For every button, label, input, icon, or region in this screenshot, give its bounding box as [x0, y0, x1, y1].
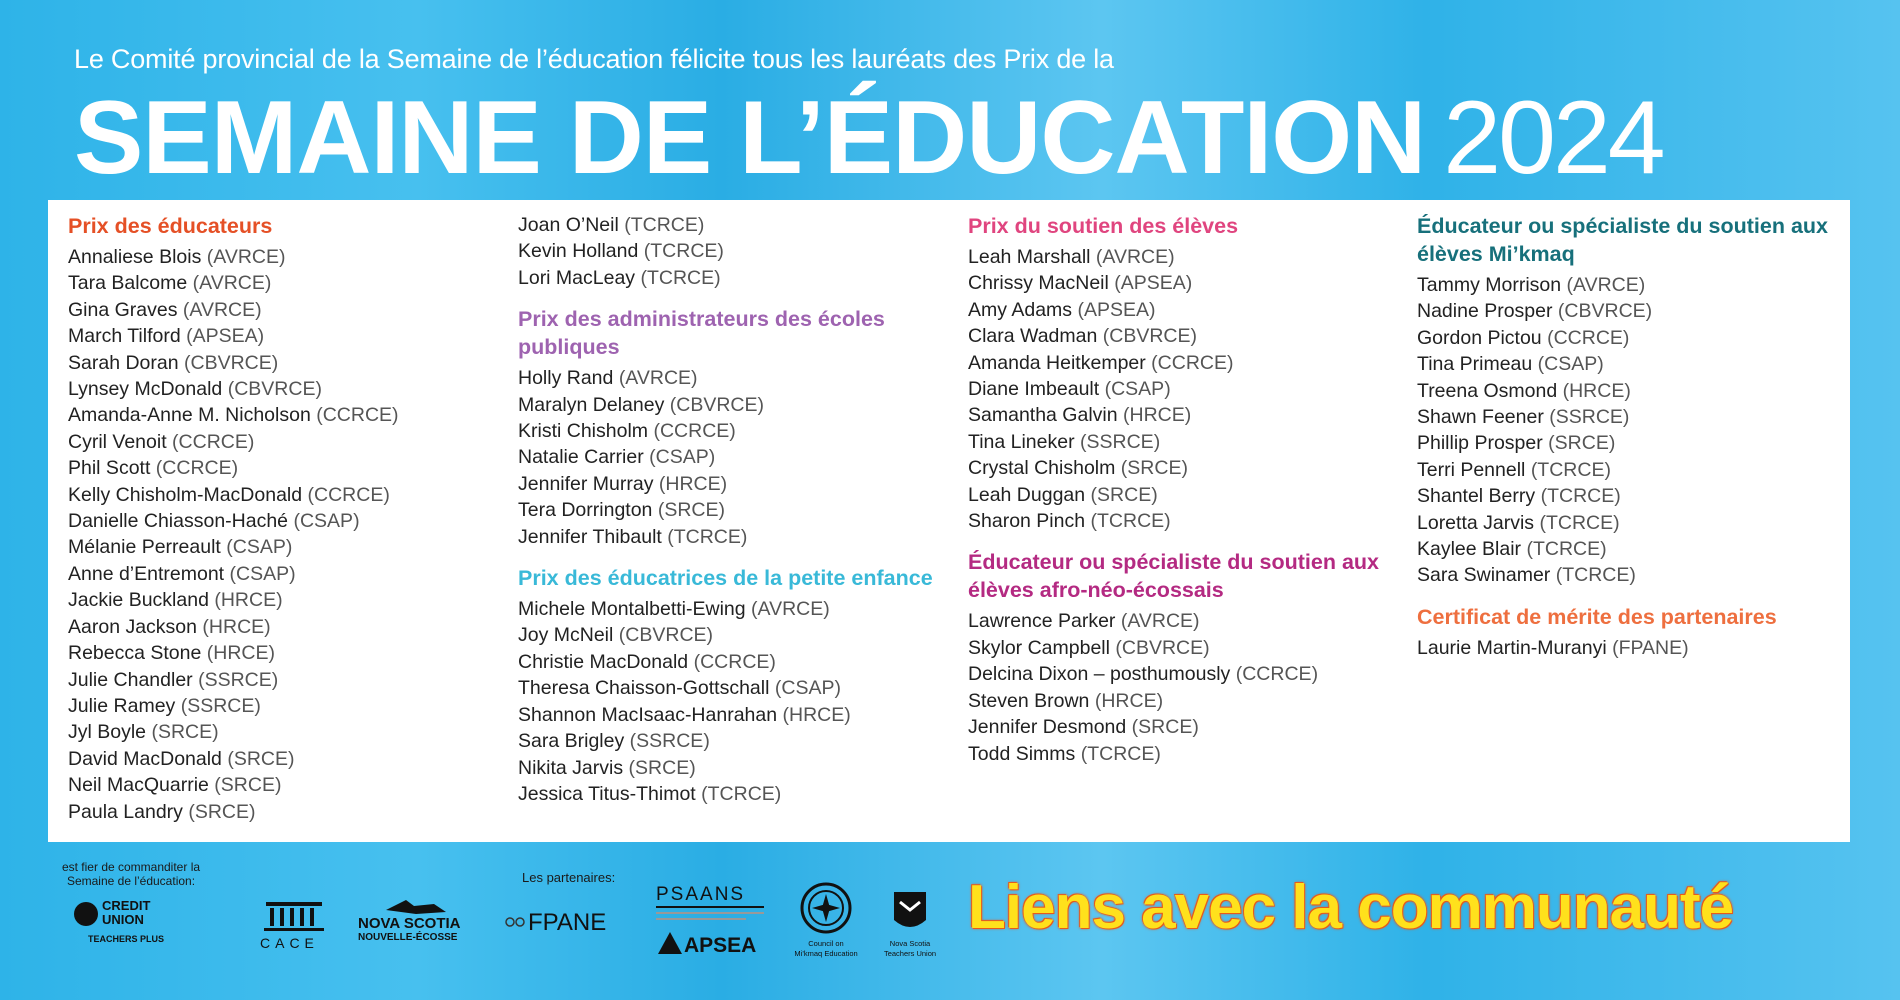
- laureate-item: [518, 781, 948, 807]
- laureate-org: (SRCE): [1131, 716, 1199, 739]
- laureate-name: Delcina Dixon – posthumously: [968, 663, 1231, 686]
- laureate-name: Nadine Prosper: [1417, 300, 1553, 323]
- nstu-line-2: Teachers Union: [883, 949, 937, 958]
- laureate-name: Lori MacLeay: [518, 266, 636, 289]
- laureate-item: [68, 455, 498, 481]
- laureate-org: (CBVRCE): [618, 624, 714, 647]
- laureate-name: March Tilford: [68, 325, 181, 348]
- laureate-item: [968, 608, 1398, 634]
- laureates-panel: [48, 200, 1850, 842]
- laureate-item: [68, 746, 498, 772]
- laureate-item: [518, 622, 948, 648]
- laureate-item: [1417, 457, 1847, 483]
- laureate-org: (CSAP): [774, 677, 841, 700]
- laureate-item: [1417, 510, 1847, 536]
- title-year: 2024: [1443, 80, 1663, 196]
- laureate-org: (TCRCE): [643, 240, 724, 263]
- laureate-org: (CSAP): [226, 536, 293, 559]
- laureate-item: [518, 649, 948, 675]
- laureate-item: [68, 640, 498, 666]
- laureate-org: (CCRCE): [316, 404, 399, 427]
- laureate-item: [68, 244, 498, 270]
- column-4: [1417, 212, 1847, 675]
- laureate-org: (TCRCE): [1539, 511, 1620, 534]
- nova-scotia-logo: [356, 894, 474, 944]
- laureate-name: Amy Adams: [968, 298, 1073, 321]
- laureate-item: [968, 244, 1398, 270]
- laureate-item: [968, 429, 1398, 455]
- cace-logo: [254, 896, 338, 952]
- laureate-org: (TCRCE): [1530, 458, 1611, 481]
- laureate-name: Jennifer Desmond: [968, 716, 1127, 739]
- laureate-item: [518, 444, 948, 470]
- laureate-item: [968, 635, 1398, 661]
- laureate-item: [968, 714, 1398, 740]
- laureate-name: Holly Rand: [518, 367, 614, 390]
- laureate-org: (CCRCE): [307, 483, 390, 506]
- cace-text: CACE: [260, 935, 319, 951]
- laureate-item: [968, 455, 1398, 481]
- laureate-org: (TCRCE): [1526, 538, 1607, 561]
- laureate-name: Crystal Chisholm: [968, 457, 1116, 480]
- laureate-item: [1417, 325, 1847, 351]
- mikmaq-education-logo: [790, 880, 870, 968]
- laureate-name: Gina Graves: [68, 298, 178, 321]
- laureate-name: David MacDonald: [68, 747, 222, 770]
- laureate-name: Sara Swinamer: [1417, 564, 1551, 587]
- laureate-item: [68, 587, 498, 613]
- laureate-org: (AVRCE): [1120, 610, 1200, 633]
- laureate-item: [1417, 298, 1847, 324]
- laureate-name: Mélanie Perreault: [68, 536, 221, 559]
- laureate-name: Neil MacQuarrie: [68, 774, 209, 797]
- laureate-item: [68, 376, 498, 402]
- laureate-list: [518, 365, 948, 550]
- award-heading: Éducateur ou spécialiste du soutien aux élèves Mi’kmaq: [1417, 214, 1828, 266]
- laureate-item: [1417, 272, 1847, 298]
- credit-union-line-1: CREDIT: [102, 898, 151, 913]
- laureate-org: (HRCE): [782, 703, 851, 726]
- laureate-name: Tara Balcome: [68, 272, 188, 295]
- psaans-apsea-logo: [654, 880, 774, 960]
- laureate-item: [518, 212, 948, 238]
- laureate-item: [68, 614, 498, 640]
- laureate-name: Jennifer Thibault: [518, 525, 662, 548]
- laureate-name: Julie Chandler: [68, 668, 193, 691]
- laureate-name: Michele Montalbetti-Ewing: [518, 598, 746, 621]
- laureate-item: [968, 508, 1398, 534]
- laureate-org: (SSRCE): [629, 730, 710, 753]
- laureate-name: Phillip Prosper: [1417, 432, 1543, 455]
- fpane-text: FPANE: [528, 909, 607, 936]
- laureate-item: [518, 265, 948, 291]
- laureate-item: [518, 596, 948, 622]
- laureate-name: Leah Duggan: [968, 483, 1086, 506]
- laureate-name: Annaliese Blois: [68, 246, 202, 268]
- laureate-item: [968, 270, 1398, 296]
- laureate-org: (SRCE): [1120, 457, 1188, 480]
- laureate-org: (APSEA): [1114, 272, 1193, 295]
- laureate-name: Amanda Heitkemper: [968, 351, 1146, 374]
- laureate-org: (HRCE): [214, 589, 283, 612]
- laureate-item: [68, 270, 498, 296]
- laureate-org: (CCRCE): [1151, 351, 1234, 374]
- laureate-list: [968, 608, 1398, 766]
- laureate-name: Paula Landry: [68, 800, 183, 823]
- laureate-org: (SSRCE): [1549, 406, 1630, 429]
- laureate-item: [968, 350, 1398, 376]
- laureate-org: (CSAP): [649, 446, 716, 469]
- laureate-item: [68, 772, 498, 798]
- laureate-item: [518, 524, 948, 550]
- award-heading: Prix des éducatrices de la petite enfance: [518, 566, 933, 591]
- laureate-item: [68, 561, 498, 587]
- laureate-item: [1417, 562, 1847, 588]
- sponsor-text: est fier de commanditer la Semaine de l’éducation:: [61, 860, 201, 888]
- laureate-list: [518, 212, 948, 291]
- laureate-item: [968, 402, 1398, 428]
- laureate-name: Tina Primeau: [1417, 353, 1533, 376]
- laureate-name: Tina Lineker: [968, 430, 1075, 453]
- award-section: [518, 212, 948, 291]
- laureate-org: (TCRCE): [1090, 510, 1171, 533]
- laureate-item: [968, 688, 1398, 714]
- apsea-text: APSEA: [684, 934, 757, 957]
- laureate-org: (CSAP): [229, 562, 296, 585]
- column-3: [968, 212, 1398, 781]
- laureate-org: (AVRCE): [192, 272, 272, 295]
- award-section: [518, 305, 948, 550]
- laureate-name: Sarah Doran: [68, 351, 179, 374]
- laureate-item: [68, 350, 498, 376]
- laureate-item: [1417, 483, 1847, 509]
- psaans-text: PSAANS: [656, 884, 746, 905]
- laureate-org: (CBVRCE): [227, 378, 322, 401]
- laureate-org: (CBVRCE): [1115, 636, 1210, 659]
- laureate-item: [1417, 635, 1847, 661]
- award-section: [518, 564, 948, 807]
- laureate-name: Lynsey McDonald: [68, 378, 223, 401]
- laureate-name: Kaylee Blair: [1417, 538, 1522, 561]
- laureate-item: [518, 365, 948, 391]
- laureate-org: (AVRCE): [182, 298, 262, 321]
- credit-union-line-3: TEACHERS PLUS: [88, 934, 165, 944]
- laureate-name: Chrissy MacNeil: [968, 272, 1109, 295]
- laureate-org: (AVRCE): [751, 598, 830, 621]
- laureate-org: (SSRCE): [198, 668, 279, 691]
- nova-scotia-line-2: NOUVELLE-ÉCOSSE: [358, 932, 458, 943]
- laureate-item: [518, 755, 948, 781]
- laureate-item: [518, 702, 948, 728]
- award-heading: Prix des éducateurs: [68, 214, 273, 238]
- laureate-org: (APSEA): [1077, 298, 1156, 321]
- laureate-item: [518, 418, 948, 444]
- column-1: [68, 212, 498, 839]
- laureate-org: (CBVRCE): [669, 393, 765, 416]
- laureate-list: [68, 244, 498, 825]
- award-heading: Prix des administrateurs des écoles publiques: [518, 307, 885, 360]
- laureate-item: [68, 429, 498, 455]
- laureate-item: [68, 297, 498, 323]
- laureate-item: [68, 799, 498, 825]
- laureate-org: (TCRCE): [1080, 742, 1161, 765]
- laureate-item: [968, 297, 1398, 323]
- award-section: [1417, 603, 1847, 661]
- laureate-name: Nikita Jarvis: [518, 756, 624, 779]
- laureate-item: [968, 741, 1398, 767]
- laureate-name: Phil Scott: [68, 457, 151, 480]
- column-2: [518, 212, 948, 821]
- laureate-org: (HRCE): [202, 615, 271, 638]
- laureate-name: Maralyn Delaney: [518, 393, 665, 416]
- laureate-name: Tammy Morrison: [1417, 274, 1562, 296]
- laureate-list: [518, 596, 948, 807]
- laureate-name: Shannon MacIsaac-Hanrahan: [518, 703, 778, 726]
- partners-label: Les partenaires:: [522, 870, 616, 885]
- laureate-name: Shawn Feener: [1417, 406, 1544, 429]
- laureate-item: [968, 323, 1398, 349]
- laureate-org: (CCRCE): [693, 650, 776, 673]
- laureate-item: [1417, 351, 1847, 377]
- laureate-item: [968, 376, 1398, 402]
- laureate-org: (APSEA): [186, 325, 265, 348]
- laureate-name: Kristi Chisholm: [518, 420, 649, 443]
- laureate-org: (TCRCE): [667, 525, 748, 548]
- laureate-name: Leah Marshall: [968, 246, 1091, 268]
- award-heading: Éducateur ou spécialiste du soutien aux élèves afro-néo-écossais: [968, 550, 1379, 603]
- laureate-name: Gordon Pictou: [1417, 326, 1542, 349]
- laureate-list: [968, 244, 1398, 534]
- laureate-item: [68, 323, 498, 349]
- fpane-logo: [500, 900, 630, 940]
- laureate-org: (SRCE): [151, 721, 219, 744]
- laureate-item: [1417, 430, 1847, 456]
- header-subtitle: Le Comité provincial de la Semaine de l’éducation félicite tous les lauréats des Prix de la: [74, 44, 1114, 74]
- laureate-org: (CCRCE): [172, 430, 255, 453]
- laureate-org: (TCRCE): [701, 782, 782, 805]
- laureate-name: Aaron Jackson: [68, 615, 197, 638]
- laureate-name: Julie Ramey: [68, 694, 176, 717]
- laureate-org: (SRCE): [657, 499, 725, 522]
- nova-scotia-line-1: NOVA SCOTIA: [358, 915, 461, 932]
- laureate-org: (SRCE): [188, 800, 256, 823]
- laureate-item: [968, 661, 1398, 687]
- award-heading: Certificat de mérite des partenaires: [1417, 604, 1777, 629]
- laureate-org: (HRCE): [1123, 404, 1192, 427]
- laureate-name: Jackie Buckland: [68, 589, 209, 612]
- award-section: [68, 212, 498, 825]
- laureate-org: (SSRCE): [1080, 430, 1161, 453]
- laureate-name: Sara Brigley: [518, 730, 625, 753]
- award-section: [1417, 212, 1847, 589]
- laureate-name: Steven Brown: [968, 689, 1090, 712]
- laureate-org: (CBVRCE): [184, 351, 279, 374]
- laureate-org: (TCRCE): [1555, 564, 1636, 587]
- laureate-item: [518, 392, 948, 418]
- page-title: [74, 80, 1663, 196]
- laureate-name: Anne d’Entremont: [68, 562, 225, 585]
- laureate-item: [968, 482, 1398, 508]
- laureate-item: [1417, 378, 1847, 404]
- laureate-name: Danielle Chiasson-Haché: [68, 510, 289, 533]
- laureate-name: Diane Imbeault: [968, 378, 1100, 401]
- laureate-item: [518, 497, 948, 523]
- laureate-org: (CSAP): [293, 510, 360, 533]
- laureate-name: Rebecca Stone: [68, 642, 202, 665]
- laureate-org: (TCRCE): [1540, 485, 1621, 508]
- laureate-org: (SRCE): [1090, 483, 1158, 506]
- laureate-org: (CSAP): [1537, 353, 1604, 376]
- laureate-org: (CCRCE): [1547, 326, 1630, 349]
- laureate-org: (AVRCE): [206, 246, 286, 268]
- laureate-org: (AVRCE): [1095, 246, 1175, 268]
- mikmaq-line-2: Mi’kmaq Education: [794, 949, 858, 958]
- laureate-item: [518, 675, 948, 701]
- laureate-name: Shantel Berry: [1417, 485, 1536, 508]
- laureate-name: Tera Dorrington: [518, 499, 653, 522]
- laureate-item: [68, 508, 498, 534]
- laureate-name: Theresa Chaisson-Gottschall: [518, 677, 770, 700]
- award-section: [968, 548, 1398, 766]
- laureate-name: Lawrence Parker: [968, 610, 1116, 633]
- award-heading: Prix du soutien des élèves: [968, 214, 1239, 238]
- laureate-name: Clara Wadman: [968, 325, 1098, 348]
- laureate-item: [1417, 536, 1847, 562]
- laureate-org: (SRCE): [227, 747, 295, 770]
- laureate-name: Kelly Chisholm-MacDonald: [68, 483, 303, 506]
- laureate-org: (SRCE): [1548, 432, 1616, 455]
- laureate-name: Jennifer Murray: [518, 472, 654, 495]
- laureate-org: (SSRCE): [180, 694, 261, 717]
- laureate-item: [518, 238, 948, 264]
- laureate-item: [68, 719, 498, 745]
- laureate-name: Loretta Jarvis: [1417, 511, 1535, 534]
- laureate-org: (HRCE): [658, 472, 728, 495]
- laureate-org: (CBVRCE): [1557, 300, 1653, 323]
- nstu-logo: [876, 888, 946, 964]
- laureate-list: [1417, 635, 1847, 661]
- laureate-item: [68, 534, 498, 560]
- laureate-org: (CBVRCE): [1102, 325, 1198, 348]
- laureate-org: (SRCE): [214, 774, 282, 797]
- laureate-name: Skylor Campbell: [968, 636, 1110, 659]
- laureate-name: Todd Simms: [968, 742, 1076, 765]
- laureate-name: Treena Osmond: [1417, 379, 1558, 402]
- laureate-item: [68, 693, 498, 719]
- laureate-name: Kevin Holland: [518, 240, 639, 263]
- slogan: Liens avec la communauté: [968, 873, 1734, 942]
- laureate-org: (FPANE): [1612, 636, 1689, 659]
- laureate-name: Samantha Galvin: [968, 404, 1118, 427]
- laureate-name: Jyl Boyle: [68, 721, 147, 744]
- laureate-org: (TCRCE): [640, 266, 721, 289]
- laureate-org: (CSAP): [1104, 378, 1171, 401]
- laureate-org: (TCRCE): [624, 214, 705, 236]
- title-main: SEMAINE DE L’ÉDUCATION: [74, 80, 1426, 196]
- laureate-item: [68, 482, 498, 508]
- mikmaq-line-1: Council on: [808, 939, 844, 948]
- laureate-name: Joan O’Neil: [518, 214, 619, 236]
- credit-union-logo: [62, 896, 192, 948]
- laureate-org: (CCRCE): [155, 457, 239, 480]
- laureate-item: [1417, 404, 1847, 430]
- laureate-org: (CCRCE): [653, 420, 736, 443]
- laureate-name: Christie MacDonald: [518, 650, 689, 673]
- nstu-line-1: Nova Scotia: [889, 939, 931, 948]
- award-section: [968, 212, 1398, 534]
- laureate-org: (CCRCE): [1235, 663, 1319, 686]
- credit-union-line-2: UNION: [102, 912, 144, 927]
- laureate-org: (HRCE): [206, 642, 276, 665]
- laureate-name: Amanda-Anne M. Nicholson: [68, 404, 311, 427]
- laureate-org: (AVRCE): [618, 367, 698, 390]
- laureate-name: Terri Pennell: [1417, 458, 1526, 481]
- laureate-item: [518, 471, 948, 497]
- laureate-name: Joy McNeil: [518, 624, 614, 647]
- laureate-org: (SRCE): [628, 756, 696, 779]
- laureate-name: Cyril Venoit: [68, 430, 167, 453]
- laureate-list: [1417, 272, 1847, 589]
- laureate-org: (HRCE): [1562, 379, 1631, 402]
- laureate-item: [68, 667, 498, 693]
- laureate-name: Jessica Titus-Thimot: [518, 782, 696, 805]
- laureate-name: Natalie Carrier: [518, 446, 644, 469]
- laureate-name: Laurie Martin-Muranyi: [1417, 636, 1607, 659]
- laureate-name: Sharon Pinch: [968, 510, 1086, 533]
- laureate-org: (HRCE): [1094, 689, 1164, 712]
- laureate-item: [518, 728, 948, 754]
- laureate-item: [68, 402, 498, 428]
- laureate-org: (AVRCE): [1566, 274, 1646, 296]
